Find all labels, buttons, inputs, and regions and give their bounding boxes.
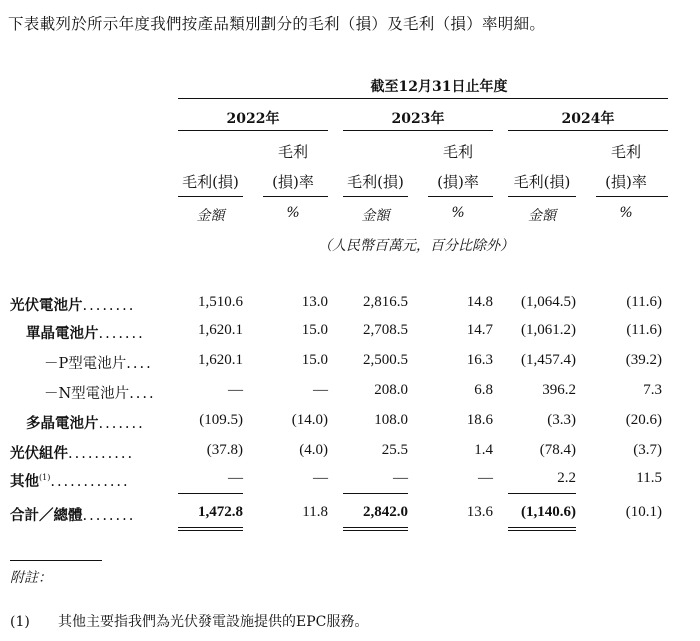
table-cell: 1.4 [474,442,493,458]
year-rule-2024 [508,130,668,131]
table-cell: 13.0 [301,294,328,310]
intro-text: 下表載列於所示年度我們按產品類別劃分的毛利（損）及毛利（損）率明細。 [8,15,546,33]
table-cell: 13.6 [466,504,493,520]
table-cell: (1,064.5) [521,294,576,310]
unit-percent: % [619,205,633,221]
table-cell: (78.4) [539,442,576,458]
table-cell: (3.3) [547,412,576,428]
table-cell: 25.5 [381,442,408,458]
table-row [0,380,700,404]
table-cell: — [313,382,328,398]
col-rule [428,196,493,197]
col-rule [263,196,328,197]
table-cell: (4.0) [299,442,328,458]
row-label: 其他$^{(1)}$............ [10,473,130,490]
table-cell: 2,708.5 [363,322,408,338]
table-row [0,350,700,374]
table-cell: 1,620.1 [198,352,243,368]
margin-header-top: 毛利 [277,143,308,161]
row-label: 合計／總體........ [10,507,136,524]
table-cell: 2,842.0 [363,504,408,520]
row-label: 多晶電池片....... [26,415,145,432]
header-rule [178,98,668,99]
table-cell: 15.0 [301,322,328,338]
total-double-rule [343,527,408,531]
footnote-marker: (1) [39,473,51,483]
table-cell: — [393,470,408,486]
table-row [0,410,700,434]
table-cell: (3.7) [633,442,662,458]
total-double-rule [178,527,243,531]
table-cell: (20.6) [625,412,662,428]
table-cell: — [228,382,243,398]
year-rule-2023 [343,130,493,131]
col-rule [508,196,576,197]
notes-rule [10,560,102,561]
table-cell: 2.2 [557,470,576,486]
table-cell: 208.0 [374,382,408,398]
table-cell: — [313,470,328,486]
gross-profit-header: 毛利(損) [347,173,404,191]
col-rule [596,196,668,197]
row-label: 光伏電池片........ [10,297,136,314]
currency-note: （人民幣百萬元，百分比除外） [318,238,514,254]
table-cell: 14.7 [466,322,493,338]
table-cell: 11.8 [302,504,328,520]
table-cell: 396.2 [542,382,576,398]
unit-amount: 金額 [528,208,556,224]
subtotal-rule [508,493,576,494]
unit-amount: 金額 [361,208,390,224]
col-rule [343,196,408,197]
year-rule-2022 [178,130,328,131]
table-cell: 1,510.6 [198,294,243,310]
row-label: －N型電池片.... [44,386,156,402]
row-label: 單晶電池片....... [26,325,145,342]
table-cell: (37.8) [206,442,243,458]
table-cell: 6.8 [474,382,493,398]
margin-header-bottom: (損)率 [437,173,479,191]
footnote [10,611,368,631]
margin-header-bottom: (損)率 [605,173,647,191]
margin-header-bottom: (損)率 [272,173,314,191]
gross-profit-header: 毛利(損) [182,173,239,191]
table-cell: (1,457.4) [521,352,576,368]
year-2024: 2024年 [561,111,615,127]
margin-header-top: 毛利 [442,143,473,161]
period-header: 截至12月31日止年度 [370,79,508,95]
table-cell: (10.1) [625,504,662,520]
table-cell: (14.0) [291,412,328,428]
unit-amount: 金額 [196,208,225,224]
table-cell: — [478,470,493,486]
table-cell: (1,140.6) [521,504,576,520]
total-row [0,502,700,526]
table-row [0,440,700,464]
subtotal-rule [343,493,408,494]
row-label: 光伏組件.......... [10,445,135,462]
table-cell: (11.6) [626,322,662,338]
table-cell: (39.2) [625,352,662,368]
table-cell: 18.6 [466,412,493,428]
table-cell: (1,061.2) [521,322,576,338]
unit-percent: % [451,205,465,221]
footnote-number: (1) [10,614,30,630]
table-cell: 2,816.5 [363,294,408,310]
table-cell: 11.5 [636,470,662,486]
subtotal-rule [178,493,243,494]
table-cell: 15.0 [301,352,328,368]
table-cell: 16.3 [466,352,493,368]
table-row [0,320,700,344]
table-cell: 14.8 [466,294,493,310]
gross-profit-header: 毛利(損) [513,173,571,191]
total-double-rule [508,527,576,531]
row-label: －P型電池片.... [44,356,153,372]
table-cell: 1,620.1 [198,322,243,338]
margin-header-top: 毛利 [610,143,641,161]
table-cell: 2,500.5 [363,352,408,368]
col-rule [178,196,243,197]
year-2023: 2023年 [391,111,445,127]
table-cell: (109.5) [199,412,243,428]
table-cell: (11.6) [626,294,662,310]
unit-percent: % [286,205,300,221]
table-cell: 108.0 [374,412,408,428]
table-row [0,292,700,316]
table-row [0,468,700,492]
footnote-text: 其他主要指我們為光伏發電設施提供的EPC服務。 [58,614,369,630]
notes-label: 附註： [10,570,52,586]
table-cell: 1,472.8 [198,504,243,520]
table-cell: 7.3 [643,382,662,398]
table-cell: — [228,470,243,486]
year-2022: 2022年 [226,111,280,127]
